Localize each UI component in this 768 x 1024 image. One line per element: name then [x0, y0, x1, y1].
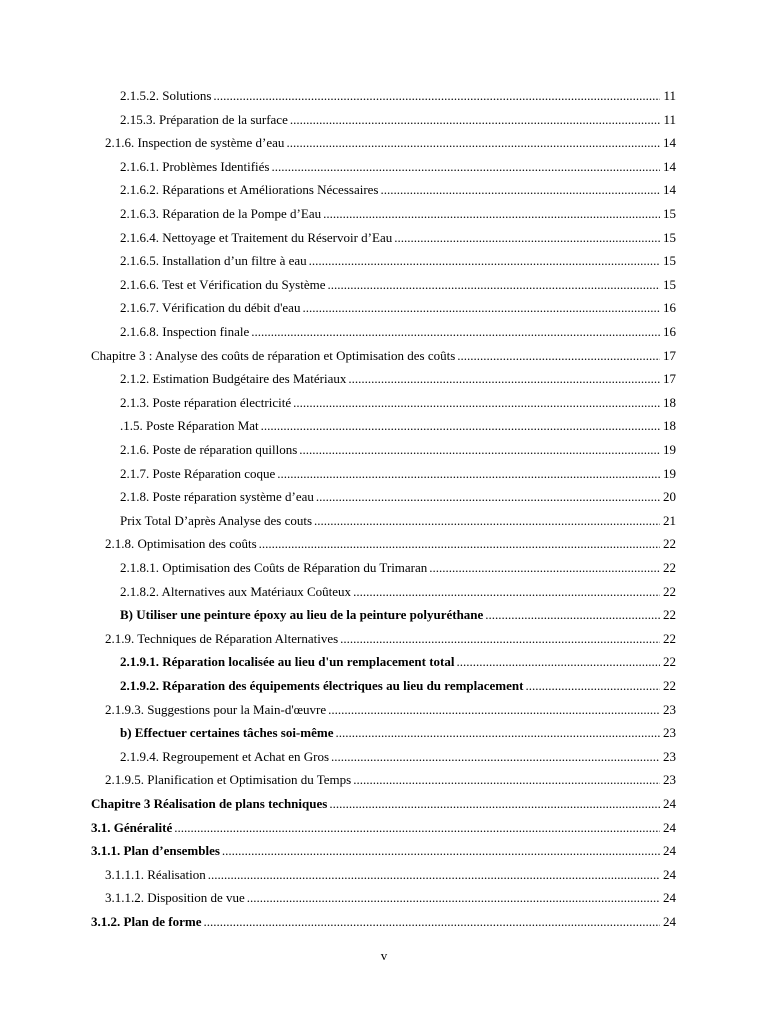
toc-entry-label: 2.1.6.1. Problèmes Identifiés — [120, 158, 270, 174]
toc-entry-page: 18 — [663, 394, 676, 410]
toc-entry[interactable] — [120, 249, 676, 269]
toc-entry-label: 2.1.2. Estimation Budgétaire des Matériaux — [120, 371, 347, 387]
dot-leader — [331, 749, 660, 765]
toc-entry[interactable] — [120, 84, 676, 104]
toc-entry-label: 2.1.8. Poste réparation système d’eau — [120, 489, 314, 505]
dot-leader — [208, 867, 660, 883]
toc-entry-label: 2.1.9.2. Réparation des équipements électriques au lieu du remplacement — [120, 678, 524, 693]
toc-entry[interactable] — [120, 745, 676, 765]
dot-leader — [293, 395, 660, 411]
dot-leader — [299, 442, 660, 458]
toc-entry-label: 3.1.1. Plan d’ensembles — [91, 843, 220, 859]
toc-entry[interactable] — [120, 509, 676, 529]
toc-entry-label: Chapitre 3 : Analyse des coûts de réparation et Optimisation des coûts — [91, 347, 456, 363]
dot-leader — [381, 182, 661, 198]
toc-entry-label: 2.1.6.2. Réparations et Améliorations Nécessaires — [120, 182, 379, 198]
toc-entry-label: B) Utiliser une peinture époxy au lieu de la peinture polyuréthane — [120, 607, 484, 623]
toc-entry[interactable] — [120, 108, 676, 128]
toc-entry-label: 2.1.5.2. Solutions — [120, 88, 212, 103]
dot-leader — [174, 820, 660, 836]
toc-entry-page: 24 — [663, 819, 676, 835]
page-number: v — [380, 948, 388, 963]
toc-entry[interactable] — [120, 320, 676, 340]
toc-entry-page: 11 — [663, 88, 676, 103]
toc-entry[interactable] — [91, 816, 676, 836]
toc-entry[interactable] — [120, 391, 676, 411]
toc-entry-label: Prix Total D’après Analyse des couts — [120, 512, 313, 528]
toc-entry-page: 23 — [663, 748, 676, 764]
toc-entry-page: 15 — [663, 206, 676, 221]
toc-entry[interactable] — [91, 910, 676, 930]
toc-entry-label: 2.1.6.8. Inspection finale — [120, 324, 250, 339]
toc-entry-label: 2.1.9.1. Réparation localisée au lieu d'un remplacement total — [120, 654, 455, 670]
toc-entry-label: 2.1.6.6. Test et Vérification du Système — [120, 276, 326, 292]
toc-entry[interactable] — [105, 863, 676, 883]
toc-entry-page: 21 — [663, 512, 676, 528]
dot-leader — [328, 277, 661, 293]
dot-leader — [353, 772, 660, 788]
dot-leader — [302, 300, 660, 316]
dot-leader — [222, 843, 660, 859]
toc-entry-page: 22 — [663, 654, 676, 670]
toc-entry[interactable] — [105, 886, 676, 906]
toc-entry-label: .1.5. Poste Réparation Mat — [120, 418, 259, 434]
toc-entry-page: 14 — [663, 135, 676, 151]
toc-entry[interactable] — [120, 414, 676, 434]
dot-leader — [329, 796, 660, 812]
dot-leader — [485, 607, 660, 623]
toc-entry[interactable] — [120, 485, 676, 505]
toc-entry-label: 3.1. Généralité — [91, 819, 173, 835]
dot-leader — [335, 725, 660, 741]
toc-entry-label: 2.1.3. Poste réparation électricité — [120, 394, 292, 410]
dot-leader — [286, 135, 660, 151]
toc-entry[interactable] — [120, 556, 676, 576]
dot-leader — [314, 513, 660, 529]
dot-leader — [394, 230, 660, 246]
toc-entry[interactable] — [120, 296, 676, 316]
dot-leader — [328, 702, 660, 718]
dot-leader — [456, 654, 660, 670]
toc-entry-label: 2.1.8. Optimisation des coûts — [105, 536, 257, 552]
toc-entry-label: 2.1.7. Poste Réparation coque — [120, 465, 276, 481]
toc-entry-label: 2.1.9.5. Planification et Optimisation du Temps — [105, 772, 352, 788]
toc-entry[interactable] — [120, 462, 676, 482]
toc-entry-label: 2.1.9.4. Regroupement et Achat en Gros — [120, 748, 330, 764]
toc-entry-page: 20 — [663, 489, 676, 505]
toc-entry[interactable] — [120, 273, 676, 293]
toc-entry[interactable] — [120, 367, 676, 387]
toc-entry[interactable] — [105, 532, 676, 552]
toc-entry[interactable] — [120, 721, 676, 741]
toc-entry-page: 22 — [663, 630, 676, 646]
toc-entry-page: 24 — [663, 866, 676, 882]
dot-leader — [271, 159, 660, 175]
toc-entry-page: 17 — [663, 371, 676, 387]
toc-entry-label: 3.1.2. Plan de forme — [91, 914, 202, 929]
toc-entry-page: 14 — [663, 158, 676, 174]
toc-entry-page: 14 — [663, 182, 676, 198]
toc-entry[interactable] — [105, 698, 676, 718]
toc-entry-label: 2.15.3. Préparation de la surface — [120, 111, 288, 127]
toc-entry-page: 19 — [663, 442, 676, 457]
dot-leader — [309, 253, 660, 269]
toc-entry[interactable] — [120, 155, 676, 175]
toc-entry-label: 2.1.8.2. Alternatives aux Matériaux Coûteux — [120, 583, 352, 599]
toc-entry-page: 24 — [663, 890, 676, 906]
dot-leader — [316, 489, 660, 505]
toc-entry-page: 24 — [663, 914, 676, 929]
toc-entry-page: 23 — [663, 725, 676, 741]
toc-entry-label: 2.1.6. Inspection de système d’eau — [105, 135, 285, 151]
toc-entry[interactable] — [105, 768, 676, 788]
dot-leader — [323, 206, 660, 222]
dot-leader — [457, 348, 660, 364]
toc-entry-page: 15 — [663, 276, 676, 292]
toc-entry-label: 3.1.1.1. Réalisation — [105, 866, 206, 882]
dot-leader — [277, 466, 660, 482]
dot-leader — [203, 914, 660, 930]
toc-entry-page: 23 — [663, 701, 676, 717]
dot-leader — [353, 584, 660, 600]
toc-entry[interactable] — [120, 674, 676, 694]
toc-entry-label: 2.1.6.4. Nettoyage et Traitement du Réservoir d’Eau — [120, 229, 393, 245]
toc-entry-page: 23 — [663, 772, 676, 788]
toc-entry-page: 22 — [663, 536, 676, 552]
dot-leader — [290, 112, 660, 128]
toc-entry-page: 22 — [663, 583, 676, 599]
toc-entry-page: 15 — [663, 229, 676, 245]
toc-entry-page: 24 — [663, 796, 676, 811]
toc-entry-label: 2.1.6.7. Vérification du débit d'eau — [120, 300, 301, 316]
toc-entry-page: 11 — [663, 111, 676, 127]
toc-entry-page: 17 — [663, 347, 676, 363]
toc-entry-label: 2.1.6.5. Installation d’un filtre à eau — [120, 253, 307, 269]
toc-entry-page: 18 — [663, 418, 676, 434]
dot-leader — [251, 324, 660, 340]
toc-entry-page: 16 — [663, 324, 676, 339]
toc-entry-page: 22 — [663, 560, 676, 575]
toc-entry[interactable] — [91, 344, 676, 364]
toc-entry[interactable] — [120, 580, 676, 600]
dot-leader — [247, 890, 660, 906]
toc-entry-label: 2.1.9.3. Suggestions pour la Main-d'œuvre — [105, 701, 327, 717]
toc-entry[interactable] — [120, 178, 676, 198]
toc-entry-label: Chapitre 3 Réalisation de plans techniques — [91, 796, 328, 811]
toc-entry-label: 2.1.6. Poste de réparation quillons — [120, 442, 298, 457]
dot-leader — [213, 88, 660, 104]
toc-entry[interactable] — [120, 438, 676, 458]
toc-entry-label: 2.1.8.1. Optimisation des Coûts de Réparation du Trimaran — [120, 560, 428, 575]
toc-entry[interactable] — [91, 792, 676, 812]
dot-leader — [525, 678, 660, 694]
toc-entry-page: 24 — [663, 843, 676, 859]
dot-leader — [429, 560, 660, 576]
toc-entry-page: 19 — [663, 465, 676, 481]
dot-leader — [259, 536, 660, 552]
toc-entry-label: b) Effectuer certaines tâches soi-même — [120, 725, 334, 741]
dot-leader — [348, 371, 660, 387]
toc-entry-label: 3.1.1.2. Disposition de vue — [105, 890, 245, 906]
toc-entry-page: 22 — [663, 678, 676, 693]
toc-entry[interactable] — [120, 226, 676, 246]
toc-entry[interactable] — [120, 603, 676, 623]
dot-leader — [340, 631, 660, 647]
toc-entry[interactable] — [105, 131, 676, 151]
toc-entry-page: 22 — [663, 607, 676, 623]
toc-entry-page: 15 — [663, 253, 676, 269]
toc-entry[interactable] — [91, 839, 676, 859]
toc-entry[interactable] — [105, 627, 676, 647]
toc-entry-page: 16 — [663, 300, 676, 316]
dot-leader — [261, 418, 660, 434]
toc-entry-label: 2.1.6.3. Réparation de la Pompe d’Eau — [120, 206, 322, 221]
toc-entry[interactable] — [120, 650, 676, 670]
toc-entry[interactable] — [120, 202, 676, 222]
toc-entry-label: 2.1.9. Techniques de Réparation Alternatives — [105, 630, 339, 646]
